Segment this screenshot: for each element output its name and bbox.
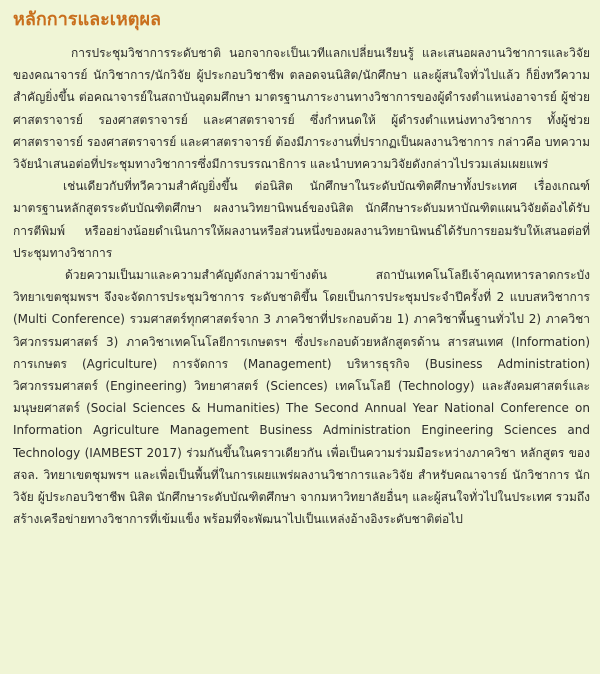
paragraph-3: ด้วยความเป็นมาและความสำคัญดังกล่าวมาข้างต้น สถาบันเทคโนโลยีเจ้าคุณทหารลาดกระบัง วิทยาเขตชุมพรฯ จึงจะจัดการประชุมวิชาการ ระดับชาติขึ้น โดยเป็นการประชุมประจำปีครั้งที่ 2 แบบสหวิชาการ (Multi Conference) รวมศาสตร์ทุกศาสตร์จาก 3 ภาควิชาที่ประกอบด้วย 1) ภาควิชาพื้นฐานทั่วไป 2) ภาควิชาวิศวกรรมศาสตร์ 3) ภาควิชาเทคโนโลยีการเกษตรฯ ซึ่งประกอบด้วยหลักสูตรด้าน สารสนเทศ (Information) การเกษตร (Agriculture) การจัดการ (Management) บริหารธุรกิจ (Business Administration) วิศวกรรมศาสตร์ (Engineering) วิทยาศาสตร์ (Sciences) เทคโนโลยี (Technology) และสังคมศาสตร์และมนุษยศาสตร์ (Social Sciences & Humanities) The Second Annual Year National Conference on Information Agriculture Management Business Administration Engineering Sciences and Technology (IAMBEST 2017) ร่วมกันขึ้นในคราวเดียวกัน เพื่อเป็นความร่วมมือระหว่างภาควิชา หลักสูตร ของ สจล. วิทยาเขตชุมพรฯ และเพื่อเป็นพื้นที่ในการเผยแพร่ผลงานวิชาการและวิจัย สำหรับคณาจารย์ นักวิชาการ นักวิจัย ผู้ประกอบวิชาชีพ นิสิต นักศึกษาระดับบัณฑิตศึกษา จากมหาวิทยาลัยอื่นๆ และผู้สนใจทั่วไปในประเทศ รวมถึงสร้างเครือข่ายทางวิชาการที่เข้มแข็ง พร้อมที่จะพัฒนาไปเป็นแหล่งอ้างอิงระดับชาติต่อไป: [13, 268, 590, 527]
paragraph-2: เช่นเดียวกับที่ทวีความสำคัญยิ่งขึ้น ต่อนิสิต นักศึกษาในระดับบัณฑิตศึกษาทั้งประเทศ เรื่องเกณฑ์มาตรฐานหลักสูตรระดับบัณฑิตศึกษา ผลงานวิทยานิพนธ์ของนิสิต นักศึกษาระดับมหาบัณฑิตแผนวิจัยต้องได้รับการตีพิมพ์ หรืออย่างน้อยดำเนินการให้ผลงานหรือส่วนหนึ่งของผลงานวิทยานิพนธ์ได้รับการยอมรับให้เสนอต่อที่ประชุมทางวิชาการ: [13, 179, 590, 260]
section-heading: หลักการและเหตุผล: [13, 9, 162, 30]
paragraph-1: การประชุมวิชาการระดับชาติ นอกจากจะเป็นเวทีแลกเปลี่ยนเรียนรู้ และเสนอผลงานวิชาการและวิจัย ของคณาจารย์ นักวิชาการ/นักวิจัย ผู้ประกอบวิชาชีพ ตลอดจนนิสิต/นักศึกษา และผู้สนใจทั่วไปแล้ว ก็ยิ่งทวีความสำคัญยิ่งขึ้น ต่อคณาจารย์ในสถาบันอุดมศึกษา มาตรฐานภาระงานทางวิชาการของผู้ดำรงตำแหน่งอาจารย์ ผู้ช่วยศาสตราจารย์ รองศาสตราจารย์ และศาสตราจารย์ ซึ่งกำหนดให้ ผู้ดำรงตำแหน่งทางวิชาการ ทั้งผู้ช่วยศาสตราจารย์ รองศาสตราจารย์ และศาสตราจารย์ ต้องมีภาระงานที่ปรากฏเป็นผลงานวิชาการ กล่าวคือ บทความวิจัยนำเสนอต่อที่ประชุมทางวิชาการซึ่งมีการบรรณาธิการ และนำบทความวิจัยดังกล่าวไปรวมเล่มเผยแพร่: [13, 46, 590, 172]
